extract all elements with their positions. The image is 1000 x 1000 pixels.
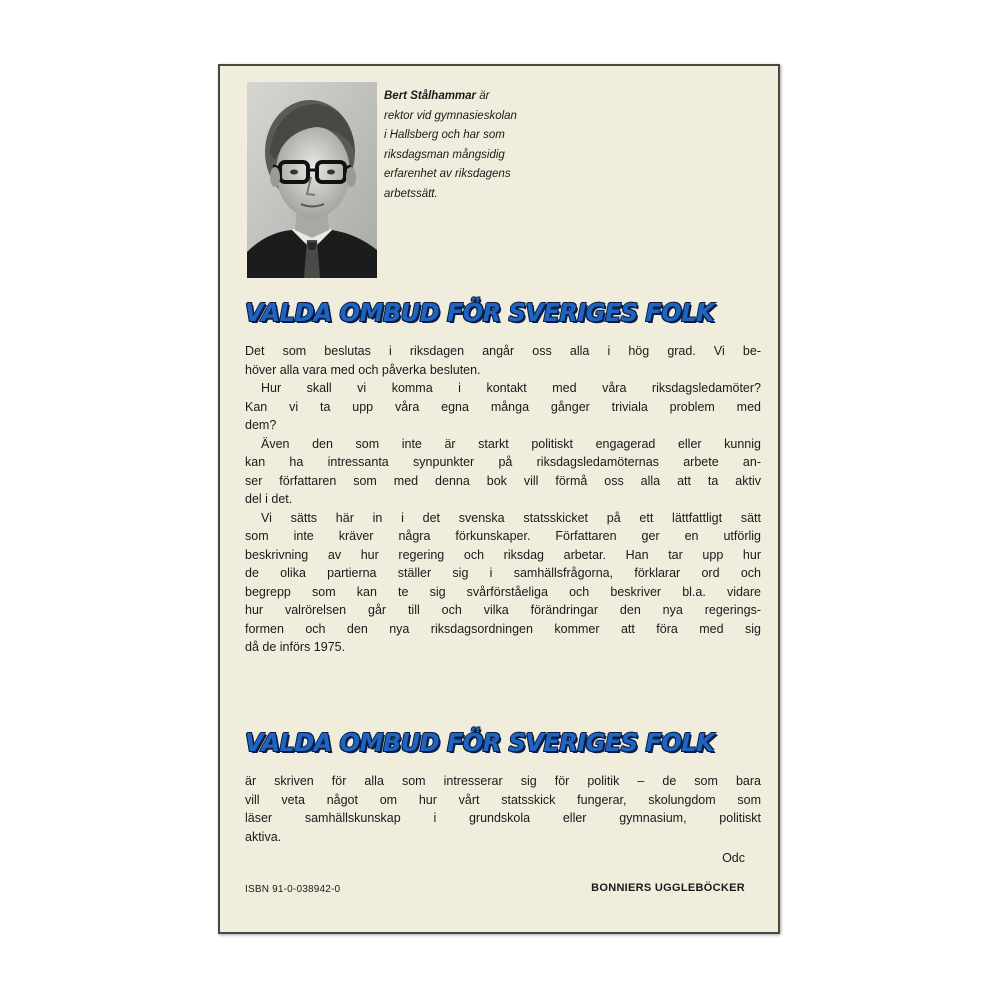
- audience-line: läser samhällskunskap i grundskola eller gymnasium, politiskt: [245, 811, 761, 825]
- description-line: del i det.: [245, 492, 293, 506]
- audience-line: aktiva.: [245, 829, 282, 844]
- author-name: Bert Stålhammar: [384, 90, 477, 102]
- description-line: då de införs 1975.: [245, 640, 346, 654]
- description-line: dem?: [245, 418, 277, 432]
- description-line: ser författaren som med denna bok vill förmå oss alla att ta aktiv: [245, 473, 761, 488]
- book-title-headline: VALDA OMBUD FÖR SVERIGES FOLK: [245, 298, 715, 328]
- portrait-illustration: [247, 82, 377, 278]
- description-line: formen och den nya riksdagsordningen kommer att föra med sig: [245, 621, 761, 636]
- isbn-number: ISBN 91-0-038942-0: [245, 884, 341, 895]
- description-line: hur valrörelsen går till och vilka förändringar den nya regerings-: [245, 603, 761, 617]
- audience-line: vill veta något om hur vårt statsskick fungerar, skolungdom som: [245, 792, 761, 807]
- description-line: kan ha intressanta synpunkter på riksdagsledamöternas arbete an-: [245, 455, 761, 469]
- book-title-headline-repeat: VALDA OMBUD FÖR SVERIGES FOLK: [245, 728, 715, 758]
- publisher-name: BONNIERS UGGLEBÖCKER: [591, 882, 745, 894]
- author-bio-line-5: erfarenhet av riksdagens: [384, 168, 511, 180]
- book-back-cover: [218, 64, 780, 934]
- description-line: som inte kräver några förkunskaper. Författaren ger en utförlig: [245, 529, 761, 543]
- description-line: Även den som inte är starkt politiskt engagerad eller kunnig: [261, 436, 761, 451]
- description-line: beskrivning av hur regering och riksdag arbetar. Han tar upp hur: [245, 547, 761, 562]
- author-bio-text: är: [476, 90, 490, 102]
- author-bio: [384, 87, 764, 204]
- description-line: Det som beslutas i riksdagen angår oss alla i hög grad. Vi be-: [245, 344, 761, 358]
- description-line: Vi sätts här in i det svenska statsskicket på ett lättfattligt sätt: [261, 510, 761, 525]
- author-bio-line-1: [384, 87, 764, 107]
- target-audience-text: [245, 772, 761, 846]
- author-block: [247, 82, 767, 282]
- author-bio-line-3: i Hallsberg och har som: [384, 129, 505, 141]
- description-line: Hur skall vi komma i kontakt med våra riksdagsledamöter?: [261, 381, 761, 395]
- description-line: de olika partierna ställer sig i samhällsfrågorna, förklarar ord och: [245, 566, 761, 580]
- audience-line: är skriven för alla som intresserar sig för politik – de som bara: [245, 774, 761, 788]
- author-bio-line-4: riksdagsman mångsidig: [384, 148, 505, 161]
- book-description: [245, 342, 761, 657]
- description-line: begrepp som kan te sig svårförståeliga och beskriver bl.a. vidare: [245, 584, 761, 599]
- description-line: Kan vi ta upp våra egna många gånger triviala problem med: [245, 399, 761, 414]
- author-portrait: [247, 82, 377, 278]
- signature: Odc: [722, 851, 745, 865]
- description-line: höver alla vara med och påverka besluten.: [245, 362, 481, 377]
- author-bio-line-6: arbetssätt.: [384, 187, 438, 200]
- author-bio-line-2: rektor vid gymnasieskolan: [384, 109, 517, 122]
